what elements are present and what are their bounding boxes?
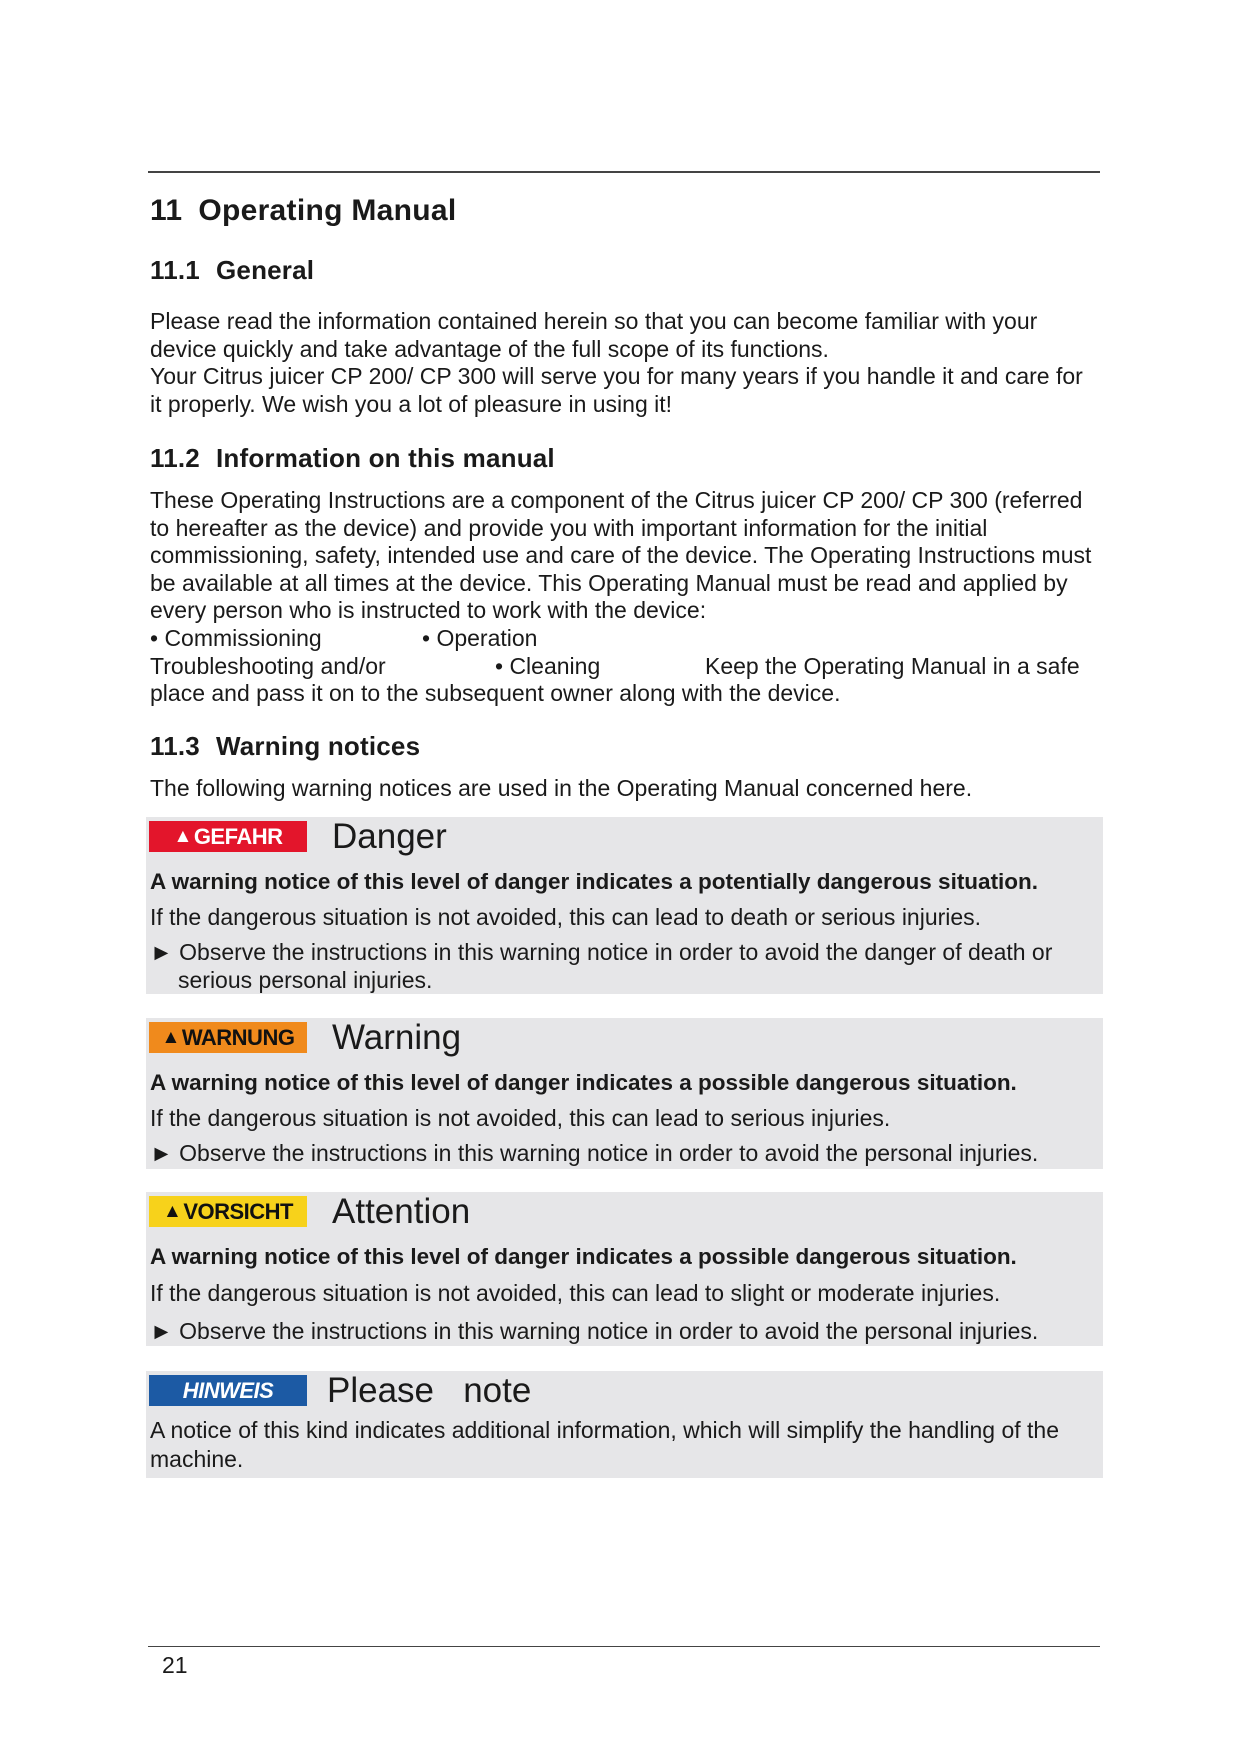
notice-consequence: If the dangerous situation is not avoided, this can lead to serious injuries. [150,1105,891,1131]
section-number: 11.1 [150,255,200,285]
chapter-heading [150,194,457,228]
section-title: General [215,255,315,285]
notice-please-note [146,1371,1103,1478]
chapter-title: Operating Manual [198,194,457,227]
section-heading-general [150,255,314,286]
badge-label: HINWEIS [182,1377,274,1403]
warning-badge [149,1022,307,1053]
notice-title: Attention [332,1192,471,1231]
notice-warning [146,1018,1103,1169]
danger-badge [149,821,307,852]
caution-badge [149,1196,307,1227]
list-item: • Operation [422,625,538,651]
warning-triangle-icon: ▲ [163,1200,182,1222]
notice-consequence: If the dangerous situation is not avoided, this can lead to death or serious injuries. [150,904,982,930]
notice-badge [149,1375,307,1406]
notice-text: A notice of this kind indicates additional information, which will simplify the handling of the machine. [150,1417,1059,1472]
paragraph: The following warning notices are used in the Operating Manual concerned here. [150,775,973,801]
warning-intro [150,775,1100,803]
section-heading-warning-notices [150,731,420,762]
notice-statement: A warning notice of this level of danger indicates a possible dangerous situation. [150,1070,1017,1095]
footer-rule [148,1646,1100,1647]
badge-label: WARNUNG [181,1024,295,1050]
safekeeping-text: Keep the Operating Manual in a safe [705,652,1080,679]
notice-instruction: ► Observe the instructions in this warning notice in order to avoid the personal injuries. [150,1140,1039,1166]
section-heading-information [150,443,555,474]
notice-instruction: ► Observe the instructions in this warning notice in order to avoid the danger of death or serious personal injuries. [150,939,1053,993]
list-item: • Cleaning [495,652,601,679]
notice-statement: A warning notice of this level of danger indicates a potentially dangerous situation. [150,869,1039,894]
section-title: Warning notices [215,731,421,761]
information-text [150,487,1100,625]
safekeeping-text: place and pass it on to the subsequent owner along with the device. [150,680,841,707]
notice-title: Warning [332,1018,462,1057]
notice-title: Danger [332,817,447,856]
general-text [150,308,1100,418]
badge-label: GEFAHR [193,823,283,849]
header-rule [148,171,1100,173]
section-title: Information on this manual [215,443,555,473]
section-number: 11.2 [150,443,200,473]
notice-title [327,1371,531,1411]
paragraph: Please read the information contained herein so that you can become familiar with your device quickly and take advantage of the full scope of its functions. [150,308,1038,362]
warning-triangle-icon: ▲ [161,1026,180,1048]
usage-list [150,625,1110,708]
paragraph: Your Citrus juicer CP 200/ CP 300 will serve you for many years if you handle it and care for it properly. We wish you a lot of pleasure in using it! [150,363,1083,417]
list-item: Troubleshooting and/or [150,652,386,679]
notice-consequence: If the dangerous situation is not avoided, this can lead to slight or moderate injuries. [150,1280,1001,1306]
notice-statement: A warning notice of this level of danger indicates a possible dangerous situation. [150,1244,1017,1269]
badge-label: VORSICHT [183,1198,293,1224]
section-number: 11.3 [150,731,200,761]
notice-danger [146,817,1103,994]
warning-triangle-icon: ▲ [173,825,192,847]
notice-attention [146,1192,1103,1346]
notice-instruction: ► Observe the instructions in this warning notice in order to avoid the personal injuries. [150,1318,1039,1344]
page-number: 21 [162,1652,188,1678]
notice-title-text: Please note [327,1371,532,1410]
list-item: • Commissioning [150,625,322,651]
chapter-number: 11 [150,194,183,227]
paragraph: These Operating Instructions are a component of the Citrus juicer CP 200/ CP 300 (referred to hereafter as the device) and provide you with important information for the initial commissioning, safety, intended use and care of the device. The Operating Instructions must be available at all times at the device. This Operating Manual must be read and applied by every person who is instructed to work with the device: [150,487,1092,624]
